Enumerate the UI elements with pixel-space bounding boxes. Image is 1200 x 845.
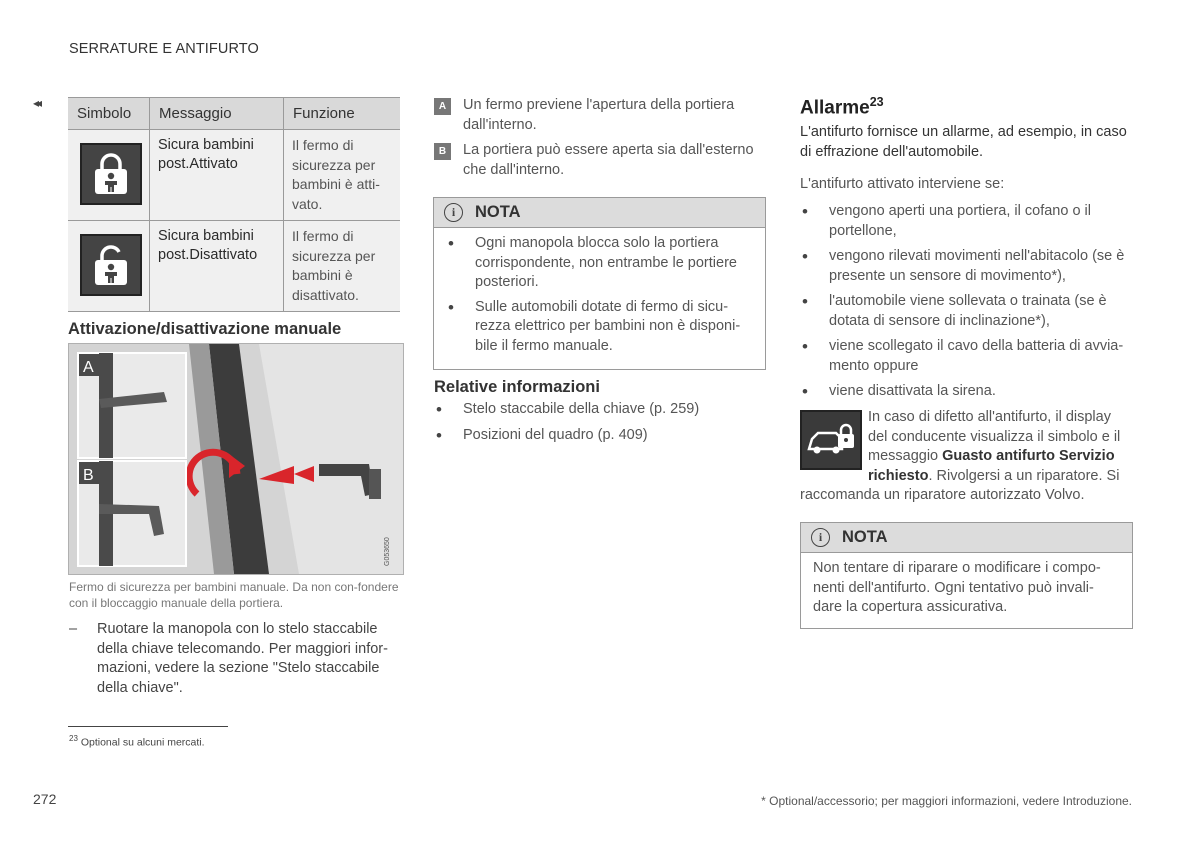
figure-caption: Fermo di sicurezza per bambini manuale. Da non con-fondere con il bloccaggio manuale della portiera.: [69, 580, 399, 610]
figure-label-a: A: [83, 359, 94, 376]
child-lock-figure: [68, 343, 404, 575]
nota-title: NOTA: [842, 528, 888, 546]
legend-letter: B: [434, 143, 451, 160]
list-item: • Ogni manopola blocca solo la portiera corrispondente, non entrambe le portiere posteriori.: [446, 234, 753, 293]
step-dash: –: [69, 621, 78, 637]
info-icon: i: [444, 203, 463, 222]
section-header: SERRATURE E ANTIFURTO: [69, 41, 259, 57]
optional-note: * Optional/accessorio; per maggiori informazioni, vedere Introduzione.: [761, 794, 1132, 808]
table-row: [68, 130, 400, 221]
symbol-table: [68, 97, 400, 312]
fault-message: Guasto antifurto Servizio richiesto: [868, 448, 1115, 484]
list-item: • Sulle automobili dotate di fermo di sicu-rezza elettrico per bambini non è disponi-bile il fermo manuale.: [446, 298, 753, 357]
col-header-funzione: Funzione: [284, 98, 401, 130]
nota-box: [433, 197, 766, 370]
figure-code: G053650: [384, 537, 391, 566]
table-row: [68, 221, 400, 312]
related-title: Relative informazioni: [434, 378, 600, 396]
trigger-list: [800, 202, 1134, 408]
list-item: • vengono rilevati movimenti nell'abitacolo (se è presente un sensore di movimento*),: [800, 247, 1134, 286]
nota-box: [800, 522, 1133, 629]
page-number: 272: [33, 791, 57, 807]
footnote-text: Optional su alcuni mercati.: [80, 736, 205, 749]
back-arrows-icon[interactable]: ◂◂: [33, 96, 40, 110]
related-list: [434, 400, 764, 450]
list-item: • viene scollegato il cavo della batteria di avvia-mento oppure: [800, 337, 1134, 376]
info-icon: i: [811, 528, 830, 547]
footnote-ref: 23: [869, 95, 884, 109]
list-item: • viene disattivata la sirena.: [800, 382, 1134, 402]
function-cell: Il fermo di sicurezza per bambini è disattivato.: [284, 221, 401, 312]
col-header-simbolo: Simbolo: [68, 98, 150, 130]
fault-paragraph: In caso di difetto all'antifurto, il display del conducente visualizza il simbolo e il messaggio Guasto antifurto Servizio richiesto. Rivolgersi a un riparatore. Si raccomanda un riparatore autorizzato Volvo.: [800, 409, 1121, 503]
footnote: [69, 734, 205, 749]
manual-section-title: Attivazione/disattivazione manuale: [68, 320, 342, 338]
legend-text: Un fermo previene l'apertura della portiera dall'interno.: [463, 97, 735, 133]
figure-label-b: B: [83, 467, 94, 484]
related-link[interactable]: • Stelo staccabile della chiave (p. 259): [434, 400, 764, 420]
allarme-intro: L'antifurto fornisce un allarme, ad esempio, in caso di effrazione dell'automobile.: [800, 124, 1127, 160]
related-link[interactable]: • Posizioni del quadro (p. 409): [434, 426, 764, 446]
list-item: • l'automobile viene sollevata o trainata (se è dotata di sensore di inclinazione*),: [800, 292, 1134, 331]
nota-text: Non tentare di riparare o modificare i compo-nenti dell'antifurto. Ogni tentativo può invali-dare la copertura assicurativa.: [813, 560, 1101, 615]
legend-item-a: [434, 96, 766, 135]
footnote-divider: [68, 726, 228, 727]
allarme-title: Allarme$^{23}$: [800, 95, 884, 119]
col-header-messaggio: Messaggio: [150, 98, 284, 130]
child-lock-unlocked-icon: [80, 234, 142, 296]
message-cell: Sicura bambini post.Attivato: [150, 130, 284, 221]
step-text: Ruotare la manopola con lo stelo staccabile della chiave telecomando. Per maggiori infor-mazioni, vedere la sezione "Stelo staccabile della chiave".: [97, 621, 388, 696]
legend-text: La portiera può essere aperta sia dall'esterno che dall'interno.: [463, 142, 754, 178]
function-cell: Il fermo di sicurezza per bambini è atti-vato.: [284, 130, 401, 221]
nota-title: NOTA: [475, 203, 521, 221]
instruction-step: [69, 620, 399, 698]
legend-letter: A: [434, 98, 451, 115]
message-cell: Sicura bambini post.Disattivato: [150, 221, 284, 312]
child-lock-locked-icon: [80, 143, 142, 205]
legend-item-b: [434, 141, 766, 180]
footnote-number: 23: [69, 734, 78, 743]
allarme-lead: L'antifurto attivato interviene se:: [800, 176, 1005, 192]
list-item: • vengono aperti una portiera, il cofano o il portellone,: [800, 202, 1134, 241]
